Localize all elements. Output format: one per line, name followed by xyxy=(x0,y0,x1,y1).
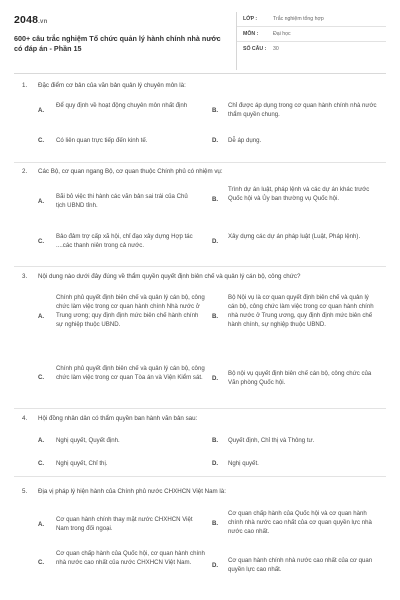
meta-row-count xyxy=(237,42,386,57)
option-b[interactable] xyxy=(212,185,382,215)
question-stem: Hội đồng nhân dân có thẩm quyền ban hành văn bản sau: xyxy=(38,415,198,422)
option-text: Bộ Nội vụ là cơ quan quyết định biên chế và quản lý cán bộ, công chức làm việc trong cơ quan hành chính nhà nước ở Trung ương, quy định định mức biên chế hành chính, sự nghiệp thuộc UBND. xyxy=(228,294,374,328)
option-a[interactable] xyxy=(38,293,208,339)
option-text: Chính phủ quyết định biên chế và quản lý cán bộ, công chức làm việc trong cơ quan Tòa án và Viện Kiểm sát. xyxy=(56,365,205,381)
option-key: D. xyxy=(212,137,219,144)
question-5 xyxy=(14,477,386,595)
option-c[interactable] xyxy=(38,232,198,252)
option-key: B. xyxy=(212,437,219,444)
option-b[interactable] xyxy=(212,436,382,446)
question-1 xyxy=(14,81,386,163)
option-c[interactable] xyxy=(38,549,208,577)
option-key: A. xyxy=(38,313,45,320)
question-2 xyxy=(14,163,386,267)
brand-logo[interactable] xyxy=(14,14,47,26)
meta-value: Đại học xyxy=(273,31,291,37)
question-4 xyxy=(14,409,386,477)
option-text: Bảo đảm trợ cấp xã hội, chỉ đạo xây dựng Hợp tác ....các thanh niên trong cả nước. xyxy=(56,233,193,249)
option-key: D. xyxy=(212,375,219,382)
option-d[interactable] xyxy=(212,369,382,389)
option-text: Dễ áp dụng. xyxy=(228,137,262,144)
question-number: 1. xyxy=(22,82,28,89)
brand-tld: .vn xyxy=(38,19,48,25)
option-d[interactable] xyxy=(212,232,382,252)
option-c[interactable] xyxy=(38,136,198,146)
meta-label: SỐ CÂU : xyxy=(243,46,267,52)
question-text xyxy=(22,414,197,423)
option-text: Chính phủ quyết định biên chế và quản lý cán bộ, công chức làm việc trong cơ quan hành chính Nhà nước ở Trung ương; quy định định mức biên chế hành chính sự nghiệp thuộc UBND. xyxy=(56,294,205,328)
option-key: D. xyxy=(212,562,219,569)
question-stem: Nội dung nào dưới đây đúng về thẩm quyền quyết định biên chế và quản lý cán bộ, công chức? xyxy=(38,273,301,280)
option-text: Chỉ được áp dụng trong cơ quan hành chính nhà nước thẩm quyền chung. xyxy=(228,102,377,118)
question-number: 4. xyxy=(22,415,28,422)
meta-row-subject xyxy=(237,27,386,42)
option-text: Nghị quyết, Quyết định. xyxy=(56,437,120,444)
option-text: Cơ quan hành chính nhà nước cao nhất của cơ quan quyền lực cao nhất. xyxy=(228,557,373,573)
option-key: C. xyxy=(38,238,45,245)
option-key: A. xyxy=(38,107,45,114)
option-a[interactable] xyxy=(38,192,198,212)
meta-table xyxy=(236,12,386,70)
option-text: Cơ quan chấp hành của Quốc hội, cơ quan hành chính nhà nước cao nhất của nước CHXHCN Việt Nam. xyxy=(56,550,205,566)
option-d[interactable] xyxy=(212,556,382,576)
option-key: C. xyxy=(38,460,45,467)
document-header xyxy=(14,12,386,70)
option-key: C. xyxy=(38,374,45,381)
question-text xyxy=(22,167,223,176)
option-text: Trình dự án luật, pháp lệnh và các dự án khác trước Quốc hội và Ủy ban thường vụ Quốc hội. xyxy=(228,186,370,202)
option-a[interactable] xyxy=(38,436,198,446)
option-key: B. xyxy=(212,196,219,203)
option-key: A. xyxy=(38,521,45,528)
question-number: 3. xyxy=(22,273,28,280)
option-text: Nghị quyết, Chỉ thị. xyxy=(56,460,108,467)
option-d[interactable] xyxy=(212,459,382,469)
option-text: Nghị quyết. xyxy=(228,460,259,467)
brand-name: 2048 xyxy=(14,14,39,26)
option-text: Quyết định, Chỉ thị và Thông tư. xyxy=(228,437,315,444)
option-key: A. xyxy=(38,198,45,205)
option-key: D. xyxy=(212,460,219,467)
header-divider xyxy=(14,73,386,74)
meta-label: MÔN : xyxy=(243,31,259,37)
meta-row-class xyxy=(237,12,386,27)
option-key: C. xyxy=(38,137,45,144)
option-b[interactable] xyxy=(212,509,382,539)
option-a[interactable] xyxy=(38,515,203,535)
option-c[interactable] xyxy=(38,364,208,392)
option-c[interactable] xyxy=(38,459,198,469)
meta-value: Trắc nghiệm tổng hợp xyxy=(273,16,324,22)
option-b[interactable] xyxy=(212,101,382,121)
option-key: B. xyxy=(212,107,219,114)
question-text xyxy=(22,487,226,496)
option-text: Để quy định về hoạt động chuyên môn nhất định xyxy=(56,102,188,109)
option-d[interactable] xyxy=(212,136,382,146)
option-text: Cơ quan chấp hành của Quốc hội và cơ quan hành chính nhà nước cao nhất của cơ quan quyền lực nhà nước cao nhất. xyxy=(228,510,372,535)
option-key: A. xyxy=(38,437,45,444)
question-number: 2. xyxy=(22,168,28,175)
question-stem: Các Bộ, cơ quan ngang Bộ, cơ quan thuộc Chính phủ có nhiệm vụ: xyxy=(38,168,223,175)
option-key: C. xyxy=(38,559,45,566)
question-text xyxy=(22,272,300,281)
question-number: 5. xyxy=(22,488,28,495)
option-key: B. xyxy=(212,313,219,320)
question-3 xyxy=(14,267,386,409)
question-stem: Đặc điểm cơ bản của văn bản quản lý chuyên môn là: xyxy=(38,82,186,89)
option-a[interactable] xyxy=(38,101,198,121)
meta-label: LỚP : xyxy=(243,16,258,22)
option-b[interactable] xyxy=(212,293,382,339)
option-key: D. xyxy=(212,238,219,245)
option-text: Cơ quan hành chính thay mặt nước CHXHCN Việt Nam trong đối ngoại. xyxy=(56,516,193,532)
option-text: Bãi bỏ việc thi hành các văn bản sai trái của Chủ tịch UBND tỉnh. xyxy=(56,193,188,209)
meta-value: 30 xyxy=(273,46,279,52)
question-text xyxy=(22,81,186,90)
document-title: 600+ câu trắc nghiệm Tổ chức quản lý hành chính nhà nước có đáp án - Phần 15 xyxy=(14,34,221,53)
question-stem: Địa vị pháp lý hiện hành của Chính phủ nước CHXHCN Việt Nam là: xyxy=(38,488,226,495)
option-text: Bộ nội vụ quyết định biên chế cán bộ, công chức của Văn phòng Quốc hội. xyxy=(228,370,372,386)
option-key: B. xyxy=(212,520,219,527)
option-text: Có liên quan trực tiếp đến kinh tế. xyxy=(56,137,148,144)
option-text: Xây dựng các dự án pháp luật (Luật, Pháp lệnh). xyxy=(228,233,361,240)
